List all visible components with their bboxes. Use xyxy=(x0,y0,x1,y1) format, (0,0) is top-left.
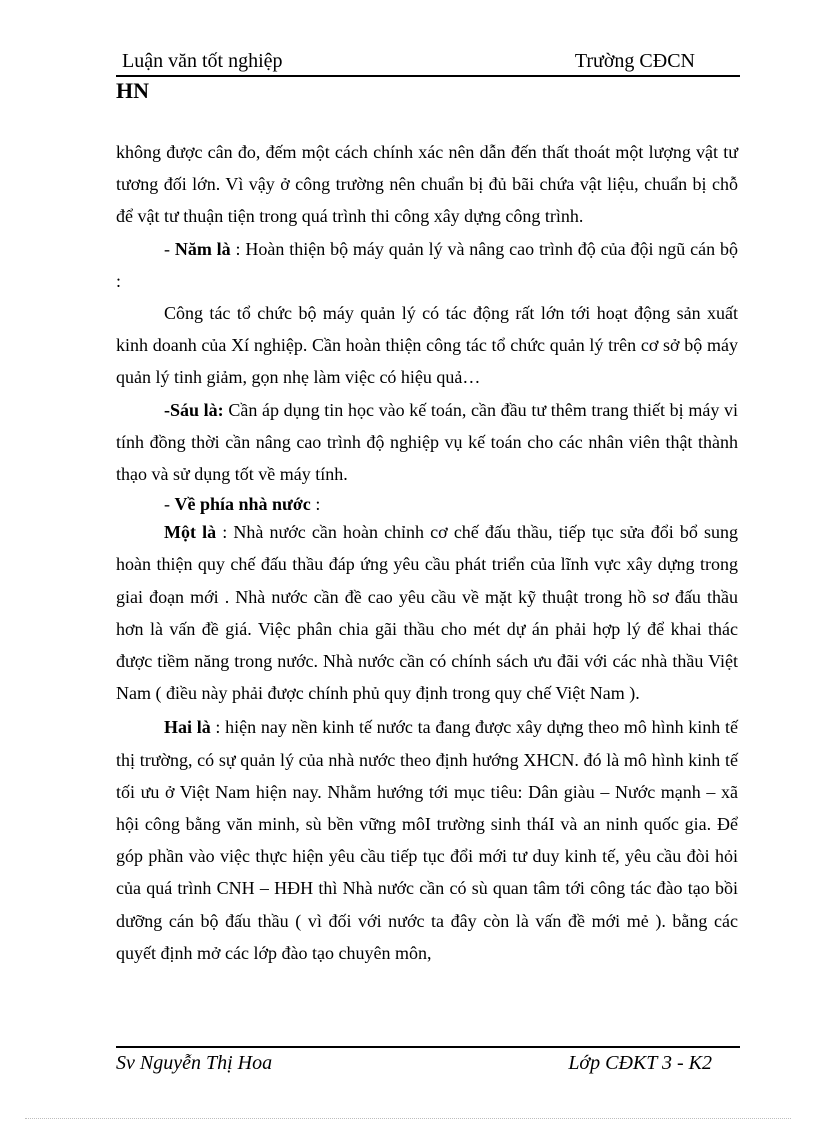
heading-mot-la: Một là xyxy=(164,522,217,543)
text-mot-la: : Nhà nước cần hoàn chỉnh cơ chế đấu thầu, tiếp tục sửa đổi bổ sung hoàn thiện quy chế đấu thầu đáp ứng yêu cầu phát triển của lĩnh vực xây dựng trong giai đoạn mới . Nhà nước cần đề cao yêu cầu về mặt kỹ thuật trong hồ sơ đấu thầu hơn là vấn đề giá. Việc phân chia gãi thầu cho mét dự án phải hợp lý để khai thác được tiềm năng trong nước. Nhà nước cần có chính sách ưu đãi với các nhà thầu Việt Nam ( điều này phải được chính phủ quy định trong quy chế Việt Nam ). xyxy=(116,522,738,704)
text-nam-la: : Hoàn thiện bộ máy quản lý và nâng cao trình độ của đội ngũ cán bộ : xyxy=(116,238,738,291)
text-ve-phia-nha-nuoc: : xyxy=(310,494,321,515)
text-sau-la: Cần áp dụng tin học vào kế toán, cần đầu tư thêm trang thiết bị máy vi tính đồng thời cần nâng cao trình độ nghiệp vụ kế toán cho các nhân viên thật thành thạo và sử dụng tốt về máy tính. xyxy=(116,399,738,485)
paragraph-3: Công tác tổ chức bộ máy quản lý có tác động rất lớn tới hoạt động sản xuất kinh doanh của Xí nghiệp. Cần hoàn thiện công tác tổ chức quản lý trên cơ sở bộ máy quản lý tinh giảm, gọn nhẹ làm việc có hiệu quả… xyxy=(116,303,738,388)
page-footer xyxy=(116,1046,740,1078)
paragraph-nam-la xyxy=(116,233,738,297)
header-school-label: Trường CĐCN xyxy=(574,50,695,72)
page-edge-divider xyxy=(25,1118,791,1119)
heading-sau-la: -Sáu là: xyxy=(164,399,224,420)
page-header xyxy=(116,50,740,77)
paragraph-mot-la xyxy=(116,516,738,709)
footer-class-label: Lớp CĐKT 3 - K2 xyxy=(568,1052,712,1074)
text-hai-la: : hiện nay nền kinh tế nước ta đang được xây dựng theo mô hình kinh tế thị trường, có sự quản lý của nhà nước theo định hướng XHCN. đó là mô hình kinh tế tối ưu ở Việt Nam hiện nay. Nhằm hướng tới mục tiêu: Dân giàu – Nước mạnh – xã hội công bằng văn minh, sù bền vững môI trường sinh tháI và an ninh quốc gia. Để góp phần vào việc thực hiện yêu cầu tiếp tục đổi mới tư duy kinh tế, yêu cầu đòi hỏi của quá trình CNH – HĐH thì Nhà nước cần có sù quan tâm tới công tác đào tạo bồi dưỡng cán bộ đấu thầu ( vì đối với nước ta đây còn là vấn đề mới mẻ ). bằng các quyết định mở các lớp đào tạo chuyên môn, xyxy=(116,717,738,963)
list-dash: - xyxy=(164,494,175,515)
header-continuation: HN xyxy=(116,78,149,103)
header-thesis-label: Luận văn tốt nghiệp xyxy=(122,50,283,72)
heading-nam-la: Năm là xyxy=(174,238,231,259)
list-dash: - xyxy=(164,238,175,259)
paragraph-ve-phia-nha-nuoc xyxy=(116,492,738,516)
paragraph-1: không được cân đo, đếm một cách chính xác nên dẫn đến thất thoát một lượng vật tư tương đối lớn. Vì vậy ở công trường nên chuẩn bị đủ bãi chứa vật liệu, chuẩn bị chỗ để vật tư thuận tiện trong quá trình thi công xây dựng công trình. xyxy=(116,142,738,227)
heading-ve-phia-nha-nuoc: Về phía nhà nước xyxy=(174,494,311,515)
paragraph-hai-la xyxy=(116,711,738,969)
heading-hai-la: Hai là xyxy=(164,717,211,738)
paragraph-sau-la xyxy=(116,394,738,491)
footer-student-name: Sv Nguyễn Thị Hoa xyxy=(116,1052,273,1074)
document-body xyxy=(116,136,738,969)
